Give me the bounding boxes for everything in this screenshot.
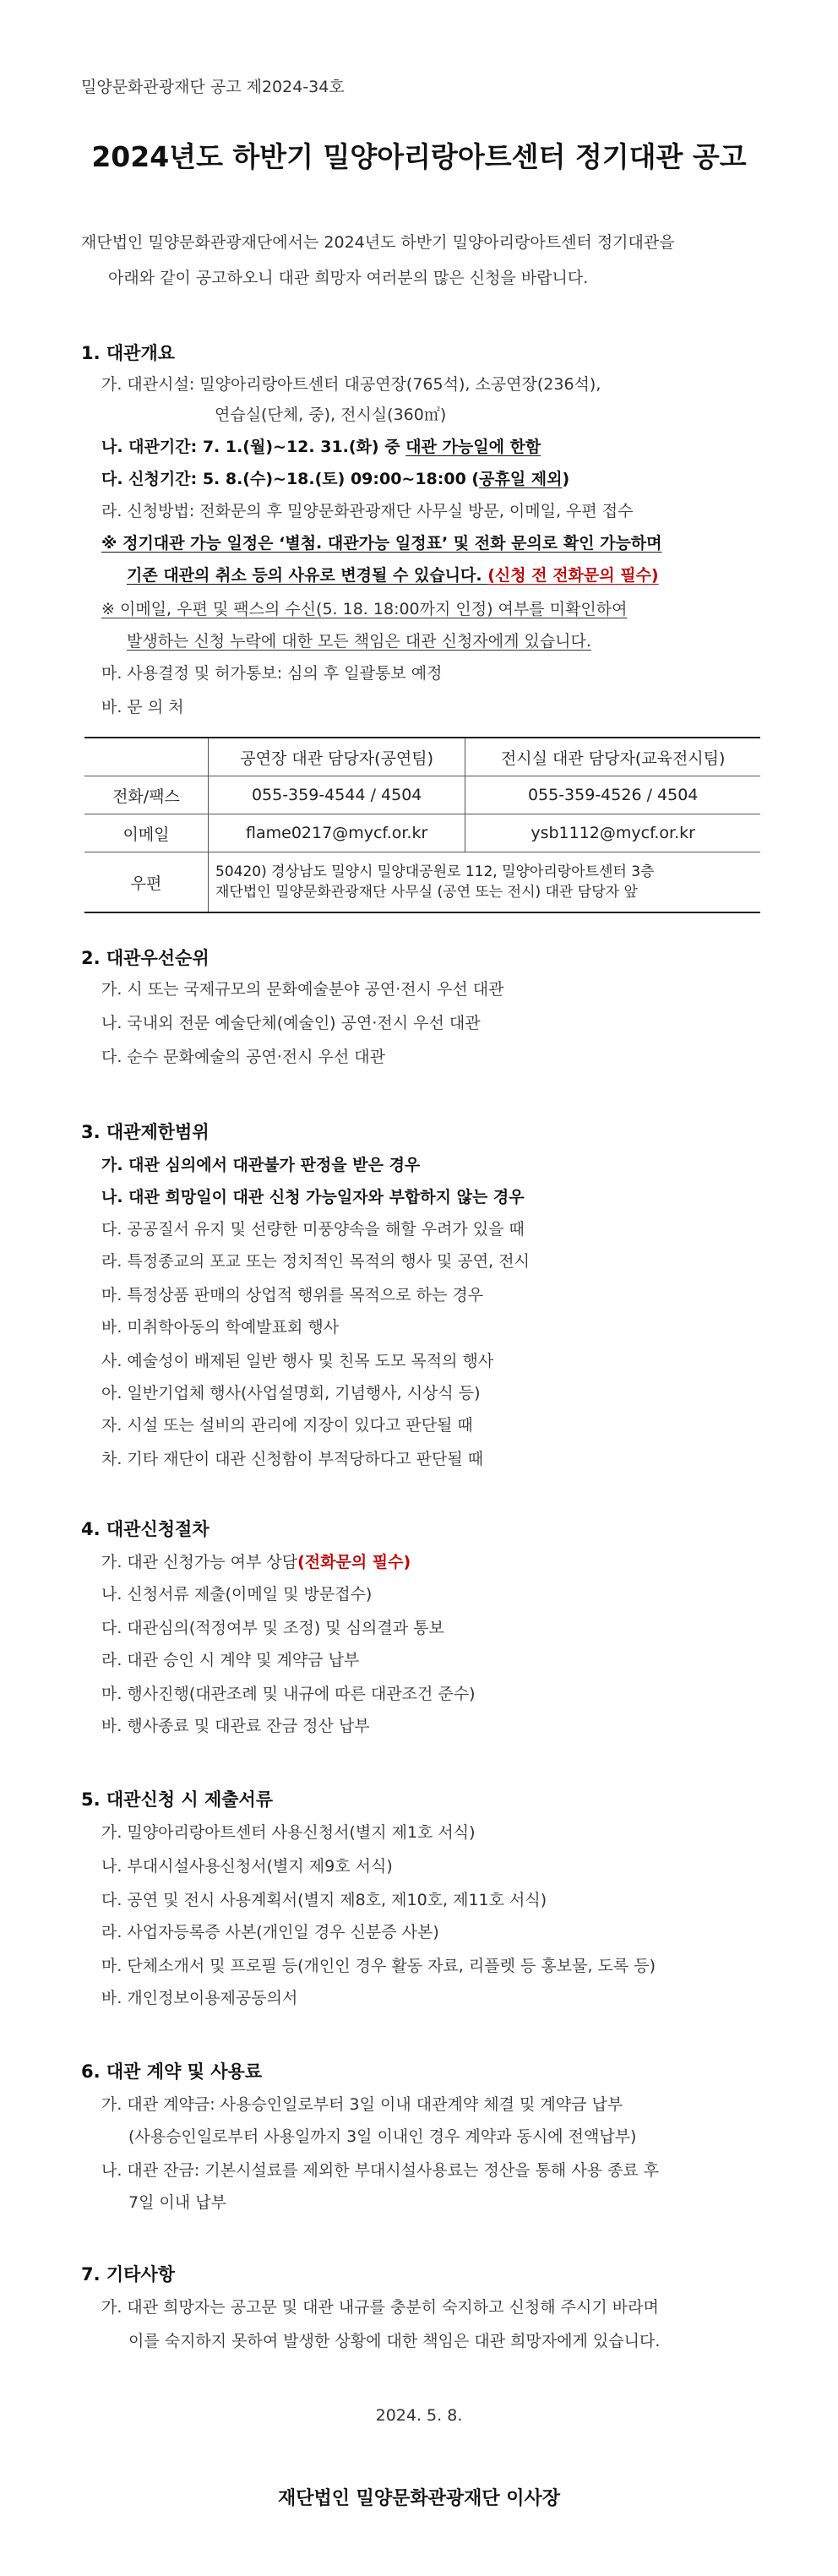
list-item: 나. 대관 희망일이 대관 신청 가능일자와 부합하지 않는 경우	[101, 1188, 525, 1206]
list-item: 자. 시설 또는 설비의 관리에 지장이 있다고 판단될 때	[101, 1416, 473, 1435]
list-item: 바. 개인정보이용제공동의서	[101, 1989, 298, 2007]
s1-item-ra: 라. 신청방법: 전화문의 후 밀양문화관광재단 사무실 방문, 이메일, 우편 접수	[101, 502, 634, 520]
list-item: 다. 공연 및 전시 사용계획서(별지 제8호, 제10호, 제11호 서식)	[101, 1891, 547, 1909]
email-label: 이메일	[84, 814, 209, 852]
list-item: 나. 국내외 전문 예술단체(예술인) 공연·전시 우선 대관	[101, 1014, 481, 1032]
list-item: 바. 미취학아동의 학예발표회 행사	[101, 1318, 340, 1337]
list-item: 다. 공공질서 유지 및 선량한 미풍양속을 해할 우려가 있을 때	[101, 1220, 525, 1239]
list-item: 마. 행사진행(대관조례 및 내규에 따른 대관조건 준수)	[101, 1685, 476, 1703]
contact-table	[84, 737, 760, 913]
s7-item-ga-cont: 이를 숙지하지 못하여 발생한 상황에 대한 책임은 대관 희망자에게 있습니다.	[128, 2332, 661, 2350]
signature: 재단법인 밀양문화관광재단 이사장	[277, 2488, 561, 2509]
list-item: 차. 기타 재단이 대관 신청함이 부적당하다고 판단될 때	[101, 1450, 484, 1468]
email-performance: flame0217@mycf.or.kr	[209, 814, 465, 852]
notice-date: 2024. 5. 8.	[375, 2406, 463, 2425]
section-3-heading: 3. 대관제한범위	[81, 1122, 210, 1142]
s1-note-1-cont: 기존 대관의 취소 등의 사유로 변경될 수 있습니다. (신청 전 전화문의 필수)	[127, 566, 659, 585]
table-row	[84, 852, 760, 913]
list-item: 라. 대관 승인 시 계약 및 계약금 납부	[101, 1651, 360, 1669]
section-2-heading: 2. 대관우선순위	[81, 948, 210, 968]
phone-label: 전화/팩스	[84, 776, 209, 814]
list-item: 가. 밀양아리랑아트센터 사용신청서(별지 제1호 서식)	[101, 1823, 476, 1842]
s6-item-na-cont: 7일 이내 납부	[128, 2193, 226, 2212]
s1-item-na: 나. 대관기간: 7. 1.(월)~12. 31.(화) 중 대관 가능일에 한함	[101, 438, 541, 456]
list-item: 라. 특정종교의 포교 또는 정치적인 목적의 행사 및 공연, 전시	[101, 1252, 530, 1271]
s1-item-da: 다. 신청기간: 5. 8.(수)~18.(토) 09:00~18:00 (공휴일 제외)	[101, 470, 570, 488]
s6-item-ga-cont: (사용승인일로부터 사용일까지 3일 이내인 경우 계약과 동시에 전액납부)	[128, 2127, 637, 2146]
phone-exhibition: 055-359-4526 / 4504	[465, 776, 760, 814]
list-item: 아. 일반기업체 행사(사업설명회, 기념행사, 시상식 등)	[101, 1384, 481, 1402]
s6-item-na: 나. 대관 잔금: 기본시설료를 제외한 부대시설사용료는 정산을 통해 사용 종료 후	[101, 2161, 660, 2180]
section-7-heading: 7. 기타사항	[81, 2264, 176, 2285]
mail-label: 우편	[84, 852, 209, 913]
notice-number: 밀양문화관광재단 공고 제2024-34호	[81, 78, 345, 96]
phone-performance: 055-359-4544 / 4504	[209, 776, 465, 814]
s1-note-1: ※ 정기대관 가능 일정은 ‘별첨. 대관가능 일정표’ 및 전화 문의로 확인 가능하며	[101, 534, 662, 553]
s1-item-ga-cont: 연습실(단체, 중), 전시실(360㎡)	[215, 406, 447, 424]
s6-item-ga: 가. 대관 계약금: 사용승인일로부터 3일 이내 대관계약 체결 및 계약금 납부	[101, 2095, 623, 2114]
s1-item-ma: 마. 사용결정 및 허가통보: 심의 후 일괄통보 예정	[101, 664, 443, 683]
section-6-heading: 6. 대관 계약 및 사용료	[81, 2061, 263, 2082]
intro-line-2: 아래와 같이 공고하오니 대관 희망자 여러분의 많은 신청을 바랍니다.	[108, 269, 589, 287]
section-1-heading: 1. 대관개요	[81, 343, 176, 363]
table-row	[84, 738, 760, 776]
list-item: 다. 순수 문화예술의 공연·전시 우선 대관	[101, 1048, 385, 1066]
s1-note-2-cont: 발생하는 신청 누락에 대한 모든 책임은 대관 신청자에게 있습니다.	[127, 632, 591, 651]
list-item: 다. 대관심의(적정여부 및 조정) 및 심의결과 통보	[101, 1619, 444, 1637]
s1-note-2: ※ 이메일, 우편 및 팩스의 수신(5. 18. 18:00까지 인정) 여부를 미확인하여	[101, 600, 628, 618]
mail-address	[209, 852, 761, 913]
mail-address-line-1: 50420) 경상남도 밀양시 밀양대공원로 112, 밀양아리랑아트센터 3층	[215, 863, 655, 880]
table-row	[84, 814, 760, 852]
table-header-exhibition: 전시실 대관 담당자(교육전시팀)	[465, 738, 760, 776]
list-item: 라. 사업자등록증 사본(개인일 경우 신분증 사본)	[101, 1923, 439, 1942]
table-header-performance: 공연장 대관 담당자(공연팀)	[209, 738, 465, 776]
table-row	[84, 776, 760, 814]
mail-address-line-2: 재단법인 밀양문화관광재단 사무실 (공연 또는 전시) 대관 담당자 앞	[215, 884, 638, 901]
page-title: 2024년도 하반기 밀양아리랑아트센터 정기대관 공고	[91, 140, 747, 173]
list-item: 가. 대관 심의에서 대관불가 판정을 받은 경우	[101, 1156, 421, 1174]
s7-item-ga: 가. 대관 희망자는 공고문 및 대관 내규를 충분히 숙지하고 신청해 주시기 바라며	[101, 2298, 659, 2317]
list-item: 마. 특정상품 판매의 상업적 행위를 목적으로 하는 경우	[101, 1286, 484, 1304]
s1-item-ba: 바. 문 의 처	[101, 698, 184, 716]
list-item: 가. 시 또는 국제규모의 문화예술분야 공연·전시 우선 대관	[101, 980, 504, 999]
s1-item-ga: 가. 대관시설: 밀양아리랑아트센터 대공연장(765석), 소공연장(236석),	[101, 375, 601, 394]
section-5-heading: 5. 대관신청 시 제출서류	[81, 1789, 274, 1810]
email-exhibition: ysb1112@mycf.or.kr	[465, 814, 760, 852]
list-item: 가. 대관 신청가능 여부 상담(전화문의 필수)	[101, 1553, 411, 1571]
list-item: 나. 부대시설사용신청서(별지 제9호 서식)	[101, 1857, 393, 1876]
list-item: 바. 행사종료 및 대관료 잔금 정산 납부	[101, 1717, 370, 1735]
list-item: 사. 예술성이 배제된 일반 행사 및 친목 도모 목적의 행사	[101, 1352, 494, 1370]
section-4-heading: 4. 대관신청절차	[81, 1519, 210, 1539]
intro-line-1: 재단법인 밀양문화관광재단에서는 2024년도 하반기 밀양아리랑아트센터 정기대관을	[81, 233, 675, 252]
list-item: 마. 단체소개서 및 프로필 등(개인인 경우 활동 자료, 리플렛 등 홍보물, 도록 등)	[101, 1957, 656, 1975]
list-item: 나. 신청서류 제출(이메일 및 방문접수)	[101, 1585, 373, 1604]
table-cell	[84, 738, 209, 776]
